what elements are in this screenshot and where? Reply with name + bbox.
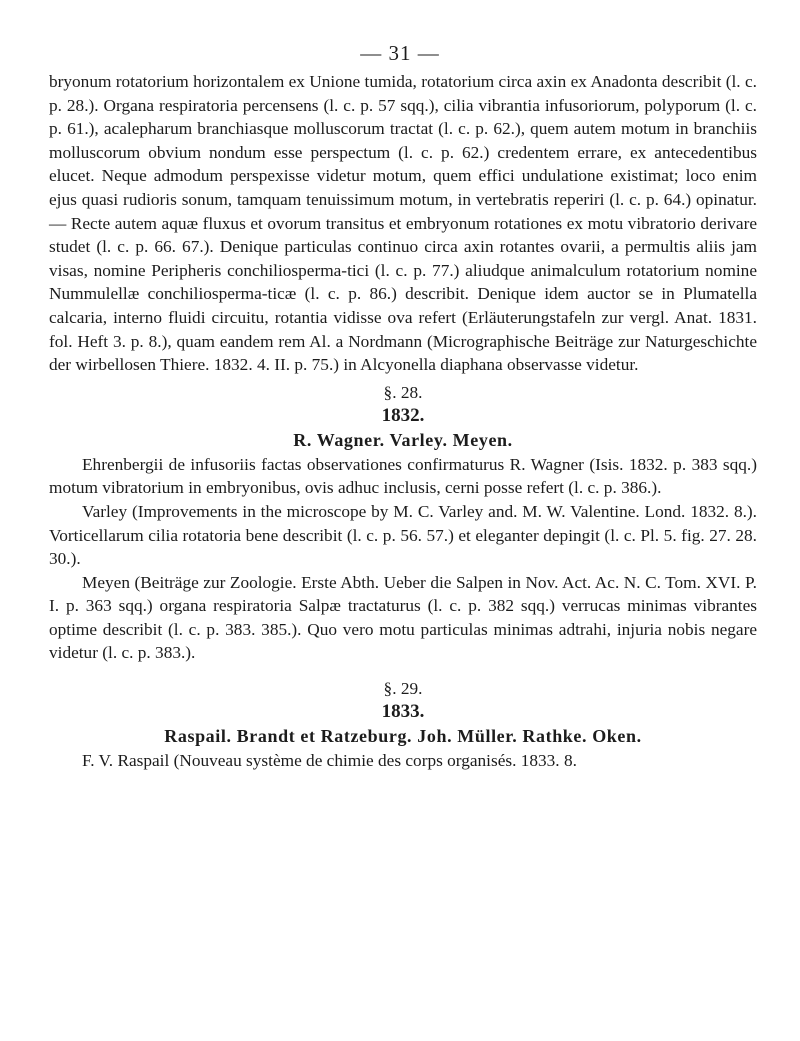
section-authors-28: R. Wagner. Varley. Meyen.	[293, 429, 513, 450]
section-heading-29: §. 29.	[383, 679, 423, 699]
section-heading-28: §. 28.	[383, 382, 423, 402]
section-authors-29: Raspail. Brandt et Ratzeburg. Joh. Müller. Rathke. Oken.	[164, 726, 642, 747]
section-year-28: 1832.	[381, 404, 425, 426]
paragraph-meyen: Meyen (Beiträge zur Zoologie. Erste Abth. Ueber die Salpen in Nov. Act. Ac. N. C. Tom. XVI. P. I. p. 363 sqq.) organa respiratoria Salpæ tractaturus (l. c. p. 382 sqq.) verrucas minimas vibrantes optime describit (l. c. p. 383. 385.). Quo vero motu particulas minimas adtrahi, injuria nobis negare videtur (l. c. p. 383.).	[49, 572, 757, 663]
section-year-29: 1833.	[381, 701, 425, 723]
page-body	[49, 70, 757, 773]
page-number: — 31 —	[360, 41, 440, 65]
paragraph-varley: Varley (Improvements in the microscope by M. C. Varley and. M. W. Valentine. Lond. 1832. 8.). Vorticellarum cilia rotatoria bene describit (l. c. p. 56. 57.) et eleganter depingit (l. c. Pl. 5. fig. 27. 28. 30.).	[49, 501, 757, 569]
paragraph-continued: bryonum rotatorium horizontalem ex Unione tumida, rotatorium circa axin ex Anadonta describit (l. c. p. 28.). Organa respiratoria percensens (l. c. p. 57 sqq.), cilia vibrantia infusoriorum, polyporum (l. c. p. 61.), acalepharum branchiasque molluscorum tractat (l. c. p. 62.), quem autem motum in branchiis molluscorum obvium nondum esse perspectum (l. c. p. 62.) credentem errare, ex antecedentibus elucet. Neque admodum perspexisse videtur motum, quem effici undulatione existimat; loco enim ejus quasi rudioris sonum, tamquam tenuissimum motum, in vertebratis reperiri (l. c. p. 64.) opinatur. — Recte autem aquæ fluxus et ovorum transitus et embryonum rotationes ex motu vibratorio derivare studet (l. c. p. 66. 67.). Denique particulas continuo circa axin rotantes ovarii, a permultis aliis jam visas, nomine Peripheris conchiliosperma-tici (l. c. p. 77.) aliudque animalculum rotatorium nomine Nummulellæ conchiliosperma-ticæ (l. c. p. 86.) describit. Denique idem auctor se in Plumatella calcaria, interno fluidi circuitu, rotantia vidisse ova refert (Erläuterungstafeln zur vergl. Anat. 1831. fol. Heft 3. p. 8.), quam eandem rem Al. a Nordmann (Micrographische Beiträge zur Naturgeschichte der wirbellosen Thiere. 1832. 4. II. p. 75.) in Alcyonella diaphana observasse videtur.	[49, 72, 757, 375]
paragraph-wagner: Ehrenbergii de infusoriis factas observationes confirmaturus R. Wagner (Isis. 1832. p. 383 sqq.) motum vibratorium in embryonibus, ovis adhuc inclusis, cerni posse refert (l. c. p. 386.).	[49, 454, 757, 498]
paragraph-raspail: F. V. Raspail (Nouveau système de chimie des corps organisés. 1833. 8.	[82, 751, 577, 771]
